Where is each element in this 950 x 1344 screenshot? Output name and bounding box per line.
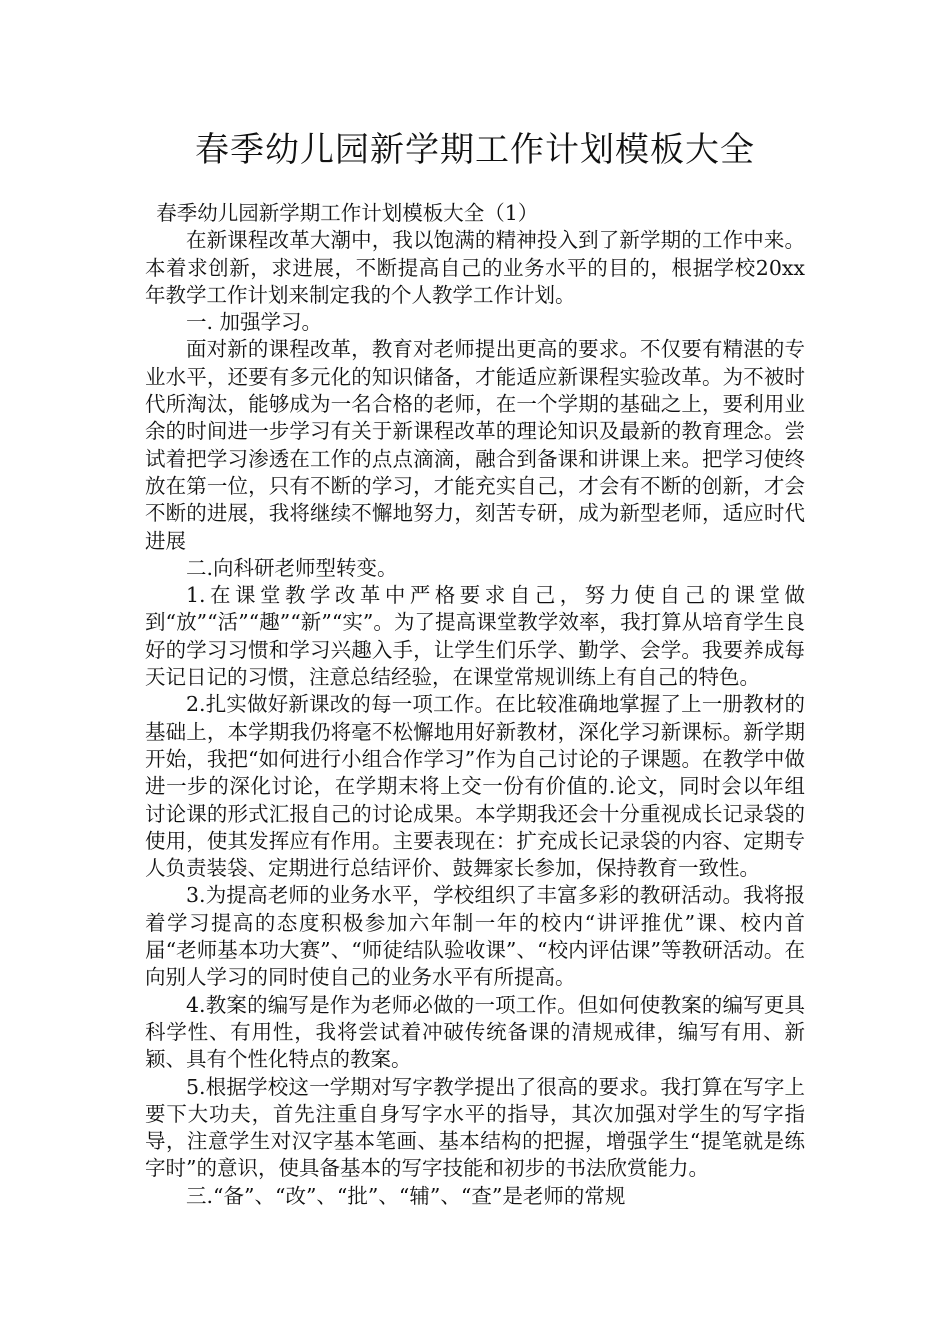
document-title: 春季幼儿园新学期工作计划模板大全 (195, 130, 755, 170)
section-heading-2: 二.向科研老师型转变。 (186, 555, 398, 580)
section-heading-3: 三.“备”、“改”、“批”、“辅”、“查”是老师的常规 (186, 1183, 626, 1208)
intro-paragraph: 在新课程改革大潮中，我以饱满的精神投入到了新学期的工作中来。本着求创新，求进展，不断提高自己的业务水平的目的，根据学校20xx年教学工作计划来制定我的个人教学工作计划。 (145, 228, 805, 307)
paragraph-item-1: 1.在课堂教学改革中严格要求自己，努力使自己的课堂做到“放”“活”“趣”“新”“实”。为了提高课堂教学效率，我打算从培育学生良好的学习习惯和学习兴趣入手，让学生们乐学、勤学、会学。我要养成每天记日记的习惯，注意总结经验，在课堂常规训练上有自己的特色。 (145, 583, 805, 690)
paragraph-item-4: 4.教案的编写是作为老师必做的一项工作。但如何使教案的编写更具科学性、有用性，我将尝试着冲破传统备课的清规戒律，编写有用、新颖、具有个性化特点的教案。 (145, 992, 805, 1072)
paragraph-item-3: 3.为提高老师的业务水平，学校组织了丰富多彩的教研活动。我将报着学习提高的态度积极参加六年制一年的校内“讲评推优”课、校内首届“老师基本功大赛”、“师徒结队验收课”、“校内评估课”等教研活动。在向别人学习的同时使自己的业务水平有所提高。 (145, 883, 805, 990)
paragraph-item-5: 5.根据学校这一学期对写字教学提出了很高的要求。我打算在写字上要下大功夫，首先注重自身写字水平的指导，其次加强对学生的写字指导，注意学生对汉字基本笔画、基本结构的把握，增强学生“提笔就是练字时”的意识，使具备基本的写字技能和初步的书法欣赏能力。 (145, 1074, 805, 1181)
paragraph-study: 面对新的课程改革，教育对老师提出更高的要求。不仅要有精湛的专业水平，还要有多元化的知识储备，才能适应新课程实验改革。为不被时代所淘汰，能够成为一名合格的老师，在一个学期的基础之上，要利用业余的时间进一步学习有关于新课程改革的理论知识及最新的教育理念。尝试着把学习渗透在工作的点点滴滴，融合到备课和讲课上来。把学习使终放在第一位，只有不断的学习，才能充实自己，才会有不断的创新，才会不断的进展，我将继续不懈地努力，刻苦专研，成为新型老师，适应时代进展 (145, 337, 805, 553)
document-body (145, 200, 805, 1210)
section-heading-1: 一. 加强学习。 (186, 310, 323, 335)
paragraph-item-2: 2.扎实做好新课改的每一项工作。在比较准确地掌握了上一册教材的基础上，本学期我仍将毫不松懈地用好新教材，深化学习新课标。新学期开始，我把“如何进行小组合作学习”作为自己讨论的子课题。在教学中做进一步的深化讨论，在学期末将上交一份有价值的.论文，同时会以年组讨论课的形式汇报自己的讨论成果。本学期我还会十分重视成长记录袋的使用，使其发挥应有作用。主要表现在：扩充成长记录袋的内容、定期专人负责装袋、定期进行总结评价、鼓舞家长参加，保持教育一致性。 (145, 692, 805, 881)
section-subtitle: 春季幼儿园新学期工作计划模板大全（1） (156, 201, 539, 225)
